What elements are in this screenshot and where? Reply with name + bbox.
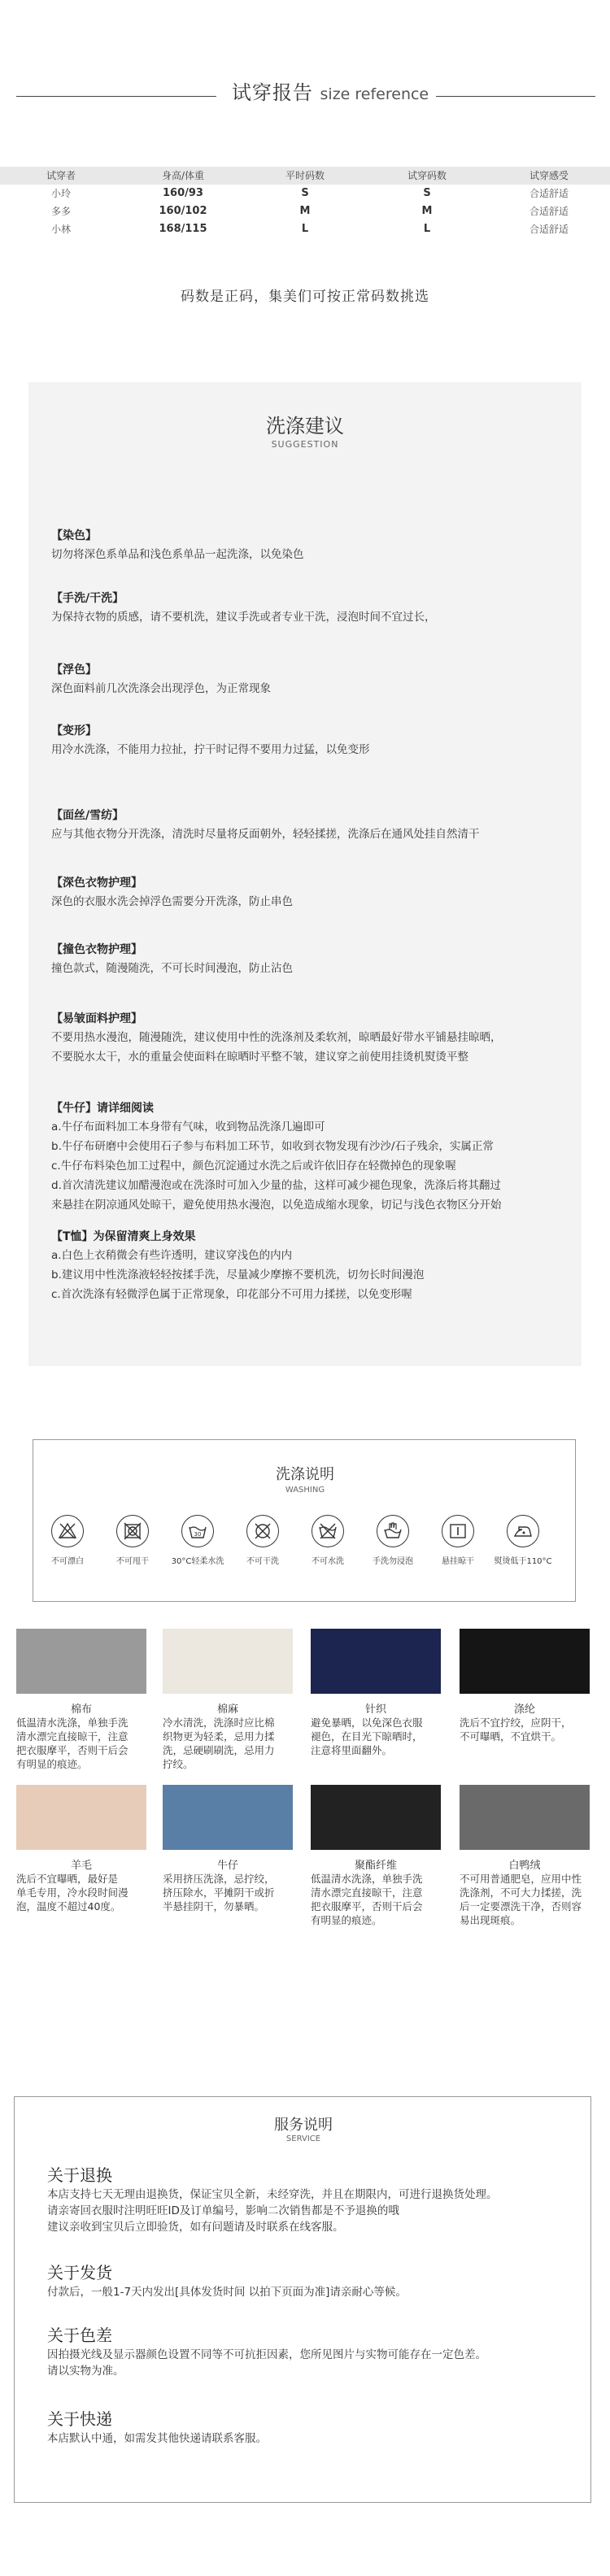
washing-section	[51, 807, 572, 844]
washing-section-text: 不要脱水太干，水的重量会使面料在晾晒时平整不皱，建议穿之前使用挂烫机熨烫平整	[51, 1051, 468, 1064]
washing-section-text: a.白色上衣稍微会有些许透明，建议穿浅色的内内	[51, 1249, 293, 1262]
fabric-item	[311, 1629, 441, 1757]
service-subtitle: SERVICE	[285, 2134, 321, 2143]
fabric-care-text: 把衣服摩平，否则干后会	[16, 1744, 129, 1756]
service-section-text: 因拍摄光线及显示器颜色设置不同等不可抗拒因素，您所见图片与实物可能存在一定色差。	[47, 2348, 486, 2361]
usual-size: L	[301, 223, 309, 235]
fabric-care-text: 低温清水洗涤，单独手洗	[311, 1873, 423, 1885]
height-weight: 160/93	[163, 187, 203, 199]
washing-instructions-box	[33, 1439, 576, 1602]
fabric-care-text: 单毛专用，冷水段时间漫	[16, 1886, 129, 1899]
care-label: 手洗勿浸泡	[373, 1557, 413, 1566]
service-section-text: 付款后，一般1-7天内发出[具体发货时间 以拍下页面为准]请亲耐心等候。	[47, 2286, 407, 2299]
washing-section-heading: 【T恤】为保留清爽上身效果	[51, 1230, 196, 1243]
fabric-care-text: 泡，温度不超过40度。	[16, 1900, 121, 1912]
care-item	[230, 1515, 295, 1566]
fabric-item	[163, 1629, 293, 1771]
fabric-care-text: 织物更为轻柔，忌用力揉	[163, 1730, 275, 1743]
washing-section	[51, 1228, 572, 1304]
service-title: 服务说明	[274, 2117, 333, 2134]
service-section-text: 本店支持七天无理由退换货，保证宝贝全新，未经穿洗，并且在期限内，可进行退换货处理。	[47, 2188, 498, 2201]
service-box	[14, 2096, 591, 2503]
care-label: 熨烫低于110°C	[494, 1557, 552, 1566]
care-item	[360, 1515, 425, 1566]
fabric-item	[16, 1629, 146, 1771]
service-section	[47, 2162, 568, 2235]
fabric-care-text: 后一定要漂洗干净，否则容	[460, 1900, 582, 1912]
fabric-care-text: 有明显的痕迹。	[311, 1914, 382, 1926]
fabric-care-text: 洗后不宜曝晒，最好是	[16, 1873, 119, 1885]
table-row	[0, 202, 610, 220]
size-table-header	[0, 167, 610, 185]
fabric-care-text: 易出现斑痕。	[460, 1914, 521, 1926]
washing-section	[51, 941, 572, 978]
no-wash-icon	[312, 1515, 344, 1547]
no-tumble-dry-icon	[116, 1515, 149, 1547]
washing-section-heading: 【面丝/雪纺】	[51, 809, 124, 822]
table-row	[0, 220, 610, 238]
washing-section	[51, 527, 572, 564]
washing-section	[51, 722, 572, 759]
fabric-name: 涤纶	[513, 1704, 535, 1716]
care-item	[425, 1515, 490, 1566]
washing-section-text: 用冷水洗涤，不能用力拉扯，拧干时记得不要用力过猛，以免变形	[51, 743, 370, 756]
washing-section	[51, 661, 572, 698]
iron-110-icon	[507, 1515, 539, 1547]
care-item	[490, 1515, 556, 1566]
fabric-name: 棉麻	[216, 1704, 238, 1716]
care-item	[35, 1515, 100, 1566]
column-header: 试穿码数	[407, 170, 447, 181]
title-en: size reference	[320, 85, 429, 103]
fit-feeling: 合适舒适	[529, 188, 569, 199]
usual-size: S	[301, 187, 309, 199]
washing-section-heading: 【易皱面料护理】	[51, 1012, 142, 1025]
table-row	[0, 185, 610, 202]
washing-section-text: 来悬挂在阴凉通风处晾干，避免使用热水漫泡，以免造成缩水现象，切记与浅色衣物区分开始	[51, 1199, 502, 1212]
washing-suggestion-title: 洗涤建议	[266, 415, 344, 437]
washing-section-text: c.首次洗涤有轻微浮色属于正常现象，印花部分不可用力揉搓，以免变形喔	[51, 1288, 412, 1301]
size-report-header	[0, 72, 610, 112]
fabric-care-text: 注意将里面翻外。	[311, 1744, 393, 1756]
washing-instructions-subtitle: WASHING	[285, 1486, 325, 1495]
tester-name: 多多	[50, 206, 71, 217]
washing-section-text: b.建议用中性洗涤液轻轻按揉手洗，尽量减少摩擦不要机洗，切勿长时间漫泡	[51, 1268, 425, 1281]
washing-section-heading: 【牛仔】请详细阅读	[51, 1102, 154, 1115]
fabric-care-text: 褪色，在目光下晾晒时，	[311, 1730, 423, 1743]
height-weight: 160/102	[159, 205, 207, 217]
tester-name: 小玲	[50, 188, 71, 199]
care-item	[100, 1515, 165, 1566]
fabric-care-text: 把衣服摩平，否则干后会	[311, 1900, 423, 1912]
tester-name: 小林	[50, 224, 71, 235]
size-report-title	[224, 76, 436, 105]
tried-size: L	[423, 223, 431, 235]
service-section-text: 本店默认中通，如需发其他快递请联系客服。	[47, 2432, 267, 2445]
fabric-swatch	[163, 1629, 293, 1694]
tried-size: M	[421, 205, 433, 217]
tried-size: S	[423, 187, 431, 199]
fit-feeling: 合适舒适	[529, 224, 569, 235]
washing-section	[51, 1010, 572, 1067]
care-item	[295, 1515, 360, 1566]
title-cn: 试穿报告	[231, 81, 313, 104]
fabric-swatch	[460, 1629, 590, 1694]
fabric-item	[311, 1785, 441, 1927]
hang-dry-icon	[442, 1515, 474, 1547]
fabric-care-text: 洗涤剂，不可大力揉搓，洗	[460, 1886, 582, 1899]
washing-suggestion-card	[28, 382, 582, 1366]
fabric-swatch	[311, 1629, 441, 1694]
washing-section-heading: 【手洗/干洗】	[51, 592, 124, 605]
washing-section	[51, 874, 572, 912]
washing-section-heading: 【浮色】	[51, 664, 97, 677]
washing-section-text: b.牛仔布研磨中会使用石子参与布料加工环节，如收到衣物发现有沙沙/石子残余，实属正常	[51, 1140, 494, 1153]
washing-section-heading: 【变形】	[51, 724, 97, 738]
washing-section-heading: 【撞色衣物护理】	[51, 943, 142, 956]
service-section-text: 请以实物为准。	[47, 2365, 124, 2378]
fabric-care-text: 避免暴晒，以免深色衣服	[311, 1717, 423, 1729]
fabric-care-text: 不可用普通肥皂，应用中性	[460, 1873, 582, 1885]
washing-suggestion-subtitle: SUGGESTION	[271, 439, 339, 450]
service-section-text: 请亲寄回衣服时注明旺旺ID及订单编号，影响二次销售都是不予退换的哦	[47, 2204, 399, 2217]
fit-feeling: 合适舒适	[529, 206, 569, 217]
washing-section-text: 切勿将深色系单品和浅色系单品一起洗涤，以免染色	[51, 548, 304, 561]
washing-section-text: a.牛仔布面料加工本身带有气味，收到物品洗涤几遍即可	[51, 1120, 325, 1134]
fabric-care-text: 半悬挂阴干，勿暴晒。	[163, 1900, 265, 1912]
column-header: 试穿感受	[529, 170, 569, 181]
fabric-care-text: 挤压除水，平摊阴干或折	[163, 1886, 275, 1899]
column-header: 试穿者	[46, 170, 76, 181]
fabric-care-text: 洗后不宜拧绞，应阴干，	[460, 1717, 572, 1729]
care-label: 30°C轻柔水洗	[171, 1557, 224, 1566]
washing-section-heading: 【染色】	[51, 529, 97, 542]
washing-section-heading: 【深色衣物护理】	[51, 877, 142, 890]
washing-section-text: c.牛仔布料染色加工过程中，颜色沉淀通过水洗之后或许依旧存在轻微掉色的现象喔	[51, 1160, 456, 1173]
fabric-care-text: 低温清水洗涤，单独手洗	[16, 1717, 129, 1729]
service-section-heading: 关于快递	[47, 2409, 112, 2429]
fabric-care-text: 清水漂完直接晾干，注意	[16, 1730, 129, 1743]
fabric-care-text: 有明显的痕迹。	[16, 1758, 88, 1770]
washing-section-text: d.首次清洗建议加醋漫泡或在洗涤时可加入少量的盐，这样可减少褪色现象，洗涤后将其翻过	[51, 1179, 501, 1192]
fabric-swatch	[163, 1785, 293, 1850]
service-section-heading: 关于色差	[47, 2326, 112, 2345]
care-label: 悬挂晾干	[442, 1557, 474, 1566]
service-section	[47, 2322, 568, 2379]
washing-section-text: 应与其他衣物分开洗涤，清洗时尽量将反面朝外，轻轻揉搓，洗涤后在通风处挂自然清干	[51, 828, 480, 841]
care-label: 不可甩干	[116, 1557, 149, 1566]
care-label: 不可漂白	[51, 1557, 84, 1566]
header-divider-right	[436, 96, 595, 97]
fabric-item	[460, 1629, 590, 1743]
fabric-care-text: 采用挤压洗涤，忌拧绞，	[163, 1873, 275, 1885]
washing-section	[51, 1099, 572, 1215]
washing-section-text: 深色的衣服水洗会掉浮色需要分开洗涤，防止串色	[51, 895, 293, 908]
column-header: 身高/体重	[161, 170, 205, 181]
fabric-care-text: 冷水清洗，洗涤时应比棉	[163, 1717, 275, 1729]
fabric-item	[16, 1785, 146, 1913]
fabric-swatch	[460, 1785, 590, 1850]
fabric-name: 聚酯纤维	[354, 1860, 397, 1872]
header-divider-left	[16, 96, 216, 97]
fabric-care-text: 不可曝晒，不宜烘干。	[460, 1730, 562, 1743]
fabric-care-text: 拧绞。	[163, 1758, 194, 1770]
no-dry-clean-icon	[246, 1515, 279, 1547]
height-weight: 168/115	[159, 223, 207, 235]
washing-section-text: 撞色款式，随漫随洗，不可长时间漫泡，防止沾色	[51, 962, 293, 975]
washing-instructions-title: 洗涤说明	[276, 1466, 334, 1483]
fabric-name: 牛仔	[216, 1860, 238, 1872]
washing-section-text: 不要用热水漫泡，随漫随洗，建议使用中性的洗涤剂及柔软剂，晾晒最好带水平铺悬挂晾晒，	[51, 1031, 502, 1044]
no-bleach-icon	[51, 1515, 84, 1547]
fabric-item	[163, 1785, 293, 1913]
fabric-swatch	[16, 1785, 146, 1850]
service-section	[47, 2260, 568, 2300]
wash-30-icon	[181, 1515, 214, 1547]
fabric-name: 白鸭绒	[508, 1860, 541, 1872]
fabric-swatch	[311, 1785, 441, 1850]
care-item	[165, 1515, 230, 1566]
washing-section-text: 为保持衣物的质感，请不要机洗，建议手洗或者专业干洗，浸泡时间不宜过长，	[51, 611, 436, 624]
hand-wash-icon	[377, 1515, 409, 1547]
washing-section-text: 深色面料前几次洗涤会出现浮色，为正常现象	[51, 682, 271, 695]
size-note: 码数是正码，集美们可按正常码数挑选	[181, 289, 429, 305]
service-section-heading: 关于发货	[47, 2263, 112, 2282]
fabric-item	[460, 1785, 590, 1927]
service-section-text: 建议亲收到宝贝后立即验货，如有问题请及时联系在线客服。	[47, 2221, 344, 2234]
size-table	[0, 167, 610, 238]
care-label: 不可干洗	[246, 1557, 279, 1566]
washing-section	[51, 590, 572, 627]
fabric-care-text: 清水漂完直接晾干，注意	[311, 1886, 423, 1899]
fabric-care-text: 洗，忌硬刷刷洗，忌用力	[163, 1744, 275, 1756]
fabric-name: 羊毛	[70, 1860, 92, 1872]
column-header: 平时码数	[285, 170, 325, 181]
fabric-name: 棉布	[70, 1704, 92, 1716]
service-section-heading: 关于退换	[47, 2165, 112, 2185]
fabric-name: 针织	[364, 1704, 386, 1716]
svg-text:30: 30	[194, 1531, 202, 1538]
service-section	[47, 2406, 568, 2447]
usual-size: M	[299, 205, 311, 217]
fabric-swatch	[16, 1629, 146, 1694]
care-label: 不可水洗	[312, 1557, 344, 1566]
